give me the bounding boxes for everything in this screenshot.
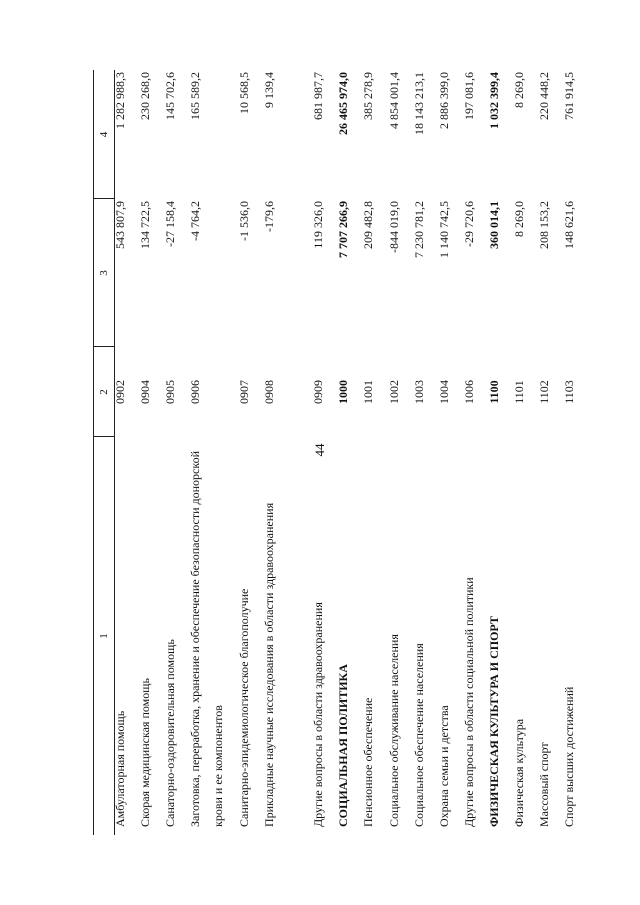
row-code: 1100: [487, 380, 501, 404]
row-code: 0904: [138, 380, 152, 404]
header-col-3: 3: [97, 270, 110, 276]
row-value-col3: 543 807,9: [113, 201, 127, 249]
page-number: 44: [312, 443, 327, 457]
row-code: 1002: [387, 380, 401, 404]
row-code: 1004: [437, 380, 451, 404]
row-value-col3: 209 482,8: [361, 201, 375, 249]
row-value-col3: -844 019,0: [387, 201, 401, 253]
row-code: 1003: [412, 380, 426, 404]
row-value-col4: 1 032 399,4: [487, 72, 501, 129]
row-value-col4: 385 278,9: [361, 72, 375, 120]
row-value-col3: 8 269,0: [512, 201, 526, 237]
row-value-col3: 148 621,6: [562, 201, 576, 249]
row-name: Заготовка, переработка, хранение и обеспечение безопасности донорской крови и ее компонентов: [188, 450, 225, 827]
header-col-2: 2: [97, 389, 110, 395]
row-value-col4: 2 886 399,0: [437, 72, 451, 129]
row-value-col3: 208 153,2: [537, 201, 551, 249]
row-code: 0905: [163, 380, 177, 404]
row-code: 0907: [237, 380, 251, 404]
row-value-col3: 134 722,5: [138, 201, 152, 249]
header-col-1: 1: [97, 633, 110, 639]
row-value-col4: 10 568,5: [237, 72, 251, 114]
row-code: 1000: [336, 380, 350, 404]
row-code: 0909: [311, 380, 325, 404]
row-value-col3: -27 158,4: [163, 201, 177, 247]
row-value-col4: 230 268,0: [138, 72, 152, 120]
row-value-col3: 119 326,0: [311, 201, 325, 249]
row-value-col4: 1 282 988,3: [113, 72, 127, 129]
row-value-col4: 681 987,7: [311, 72, 325, 120]
row-name: Санитарно-эпидемиологическое благополучие: [237, 588, 251, 827]
row-value-col4: 220 448,2: [537, 72, 551, 120]
row-value-col4: 761 914,5: [562, 72, 576, 120]
row-name: Спорт высших достижений: [562, 686, 576, 827]
row-name: Физическая культура: [512, 718, 526, 827]
row-name: Амбулаторная помощь: [113, 710, 127, 827]
row-value-col3: 1 140 742,5: [437, 201, 451, 258]
row-name: Охрана семьи и детства: [437, 705, 451, 827]
row-value-col3: 7 230 781,2: [412, 201, 426, 258]
row-value-col3: 360 014,1: [487, 201, 501, 249]
row-value-col4: 197 081,6: [462, 72, 476, 120]
row-code: 0908: [262, 380, 276, 404]
header-col-4: 4: [97, 131, 110, 138]
row-code: 1102: [537, 380, 551, 404]
row-value-col4: 165 589,2: [188, 72, 202, 120]
row-name: СОЦИАЛЬНАЯ ПОЛИТИКА: [336, 664, 350, 827]
row-code: 0902: [113, 380, 127, 404]
row-code: 0906: [188, 380, 202, 404]
row-value-col4: 4 854 001,4: [387, 72, 401, 129]
row-name: Другие вопросы в области социальной политики: [462, 577, 476, 827]
row-name: Другие вопросы в области здравоохранения: [311, 602, 325, 827]
row-name: Социальное обеспечение населения: [412, 643, 426, 827]
row-name: Прикладные научные исследования в области здравоохранения: [262, 502, 276, 827]
row-value-col4: 26 465 974,0: [336, 72, 350, 135]
row-name: Скорая медицинская помощь: [138, 678, 152, 827]
row-name: Массовый спорт: [537, 742, 551, 827]
row-value-col4: 9 139,4: [262, 72, 276, 108]
row-value-col4: 18 143 213,1: [412, 72, 426, 135]
budget-table-rotated: [93, 70, 583, 835]
row-value-col3: -4 764,2: [188, 201, 202, 241]
row-value-col4: 8 269,0: [512, 72, 526, 108]
row-code: 1006: [462, 380, 476, 404]
row-value-col3: 7 707 266,9: [336, 201, 350, 258]
budget-table: [93, 70, 583, 835]
row-code: 1101: [512, 380, 526, 404]
row-name: Социальное обслуживание населения: [387, 634, 401, 827]
row-value-col3: -1 536,0: [237, 201, 251, 241]
row-name: ФИЗИЧЕСКАЯ КУЛЬТУРА И СПОРТ: [487, 616, 501, 827]
row-value-col3: -179,6: [262, 201, 276, 232]
row-name: Пенсионное обеспечение: [361, 697, 375, 827]
row-code: 1001: [361, 380, 375, 404]
row-value-col4: 145 702,6: [163, 72, 177, 120]
row-code: 1103: [562, 380, 576, 404]
row-value-col3: -29 720,6: [462, 201, 476, 247]
row-name: Санаторно-оздоровительная помощь: [163, 639, 177, 827]
